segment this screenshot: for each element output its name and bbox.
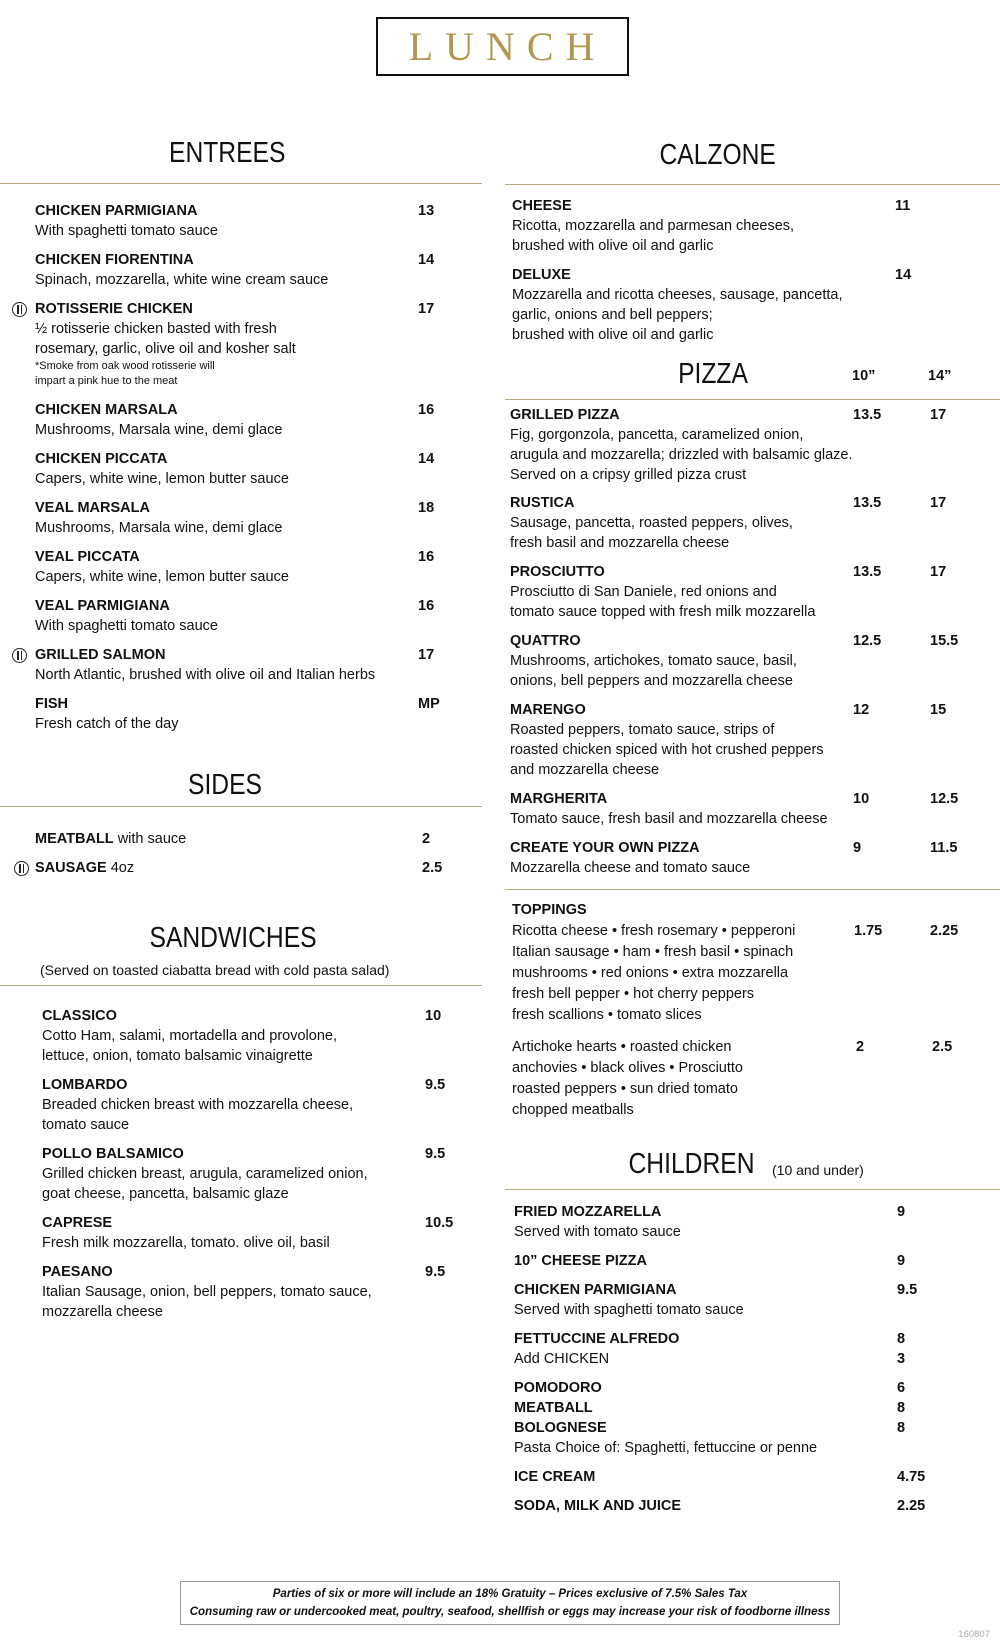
menu-title: LUNCH: [408, 24, 607, 69]
entree-desc: rosemary, garlic, olive oil and kosher salt: [35, 341, 296, 357]
sandwich-price: 9.5: [425, 1146, 446, 1162]
entree-price: 16: [418, 402, 435, 418]
children-subheading: (10 and under): [772, 1162, 864, 1178]
pizza-price-10: 12.5: [853, 633, 882, 649]
pizza-size-large: 14”: [928, 368, 952, 384]
sandwich-name: CLASSICO: [42, 1008, 117, 1024]
pizza-price-10: 9: [853, 840, 862, 856]
menu-code: 160807: [958, 1629, 990, 1640]
pizza-desc: Mushrooms, artichokes, tomato sauce, basil,: [510, 653, 797, 669]
entree-name: ROTISSERIE CHICKEN: [35, 301, 193, 317]
entree-price: 14: [418, 252, 435, 268]
children-heading: CHILDREN: [628, 1148, 755, 1180]
toppings-price-10: 2: [856, 1039, 865, 1055]
entree-name: VEAL PARMIGIANA: [35, 598, 170, 614]
sandwich-desc: Grilled chicken breast, arugula, caramelized onion,: [42, 1166, 368, 1182]
entree-price: 17: [418, 301, 435, 317]
sandwich-desc: goat cheese, pancetta, balsamic glaze: [42, 1186, 289, 1202]
pizza-desc: Served on a cripsy grilled pizza crust: [510, 467, 747, 483]
calzone-desc: brushed with olive oil and garlic: [512, 327, 714, 343]
children-name: 10” CHEESE PIZZA: [514, 1253, 647, 1269]
children-price: 8: [897, 1400, 906, 1416]
topping-line: Artichoke hearts • roasted chicken: [512, 1039, 732, 1055]
entree-name: CHICKEN MARSALA: [35, 402, 178, 418]
pizza-desc: roasted chicken spiced with hot crushed peppers: [510, 742, 824, 758]
topping-line: anchovies • black olives • Prosciutto: [512, 1060, 743, 1076]
entree-desc: With spaghetti tomato sauce: [35, 223, 218, 239]
sandwich-price: 10.5: [425, 1215, 454, 1231]
entree-name: GRILLED SALMON: [35, 647, 166, 663]
entree-desc: Mushrooms, Marsala wine, demi glace: [35, 520, 283, 536]
entree-desc: Spinach, mozzarella, white wine cream sauce: [35, 272, 329, 288]
pizza-desc: Tomato sauce, fresh basil and mozzarella cheese: [510, 811, 828, 827]
sandwich-price: 9.5: [425, 1264, 446, 1280]
pizza-price-10: 13.5: [853, 564, 882, 580]
entree-price: 17: [418, 647, 435, 663]
sandwich-desc: Breaded chicken breast with mozzarella cheese,: [42, 1097, 354, 1113]
entree-name: CHICKEN PARMIGIANA: [35, 203, 198, 219]
pizza-desc: and mozzarella cheese: [510, 762, 660, 778]
sides-heading: SIDES: [188, 769, 262, 801]
children-name: BOLOGNESE: [514, 1420, 607, 1436]
pizza-name: PROSCIUTTO: [510, 564, 605, 580]
children-rule: [505, 1189, 1000, 1190]
entree-price: 18: [418, 500, 435, 516]
entree-price: 16: [418, 598, 435, 614]
entree-desc: ½ rotisserie chicken basted with fresh: [35, 321, 277, 337]
footer-line: Parties of six or more will include an 18% Gratuity – Prices exclusive of 7.5% Sales Tax: [272, 1588, 748, 1600]
sides-rule: [0, 806, 482, 807]
entree-price: 16: [418, 549, 435, 565]
sandwich-price: 10: [425, 1008, 442, 1024]
sandwiches-rule: [0, 985, 482, 986]
children-desc: Served with tomato sauce: [514, 1224, 681, 1240]
topping-line: fresh scallions • tomato slices: [512, 1007, 702, 1023]
entree-desc: Capers, white wine, lemon butter sauce: [35, 471, 289, 487]
pizza-name: RUSTICA: [510, 495, 575, 511]
toppings-price-14: 2.5: [932, 1039, 953, 1055]
toppings-rule: [505, 889, 1000, 890]
side-extra: 4oz: [106, 860, 135, 876]
side-extra: with sauce: [113, 831, 187, 847]
pizza-desc: tomato sauce topped with fresh milk mozzarella: [510, 604, 816, 620]
pizza-name: CREATE YOUR OWN PIZZA: [510, 840, 700, 856]
pizza-price-10: 13.5: [853, 495, 882, 511]
children-sub: Add CHICKEN: [514, 1351, 610, 1367]
children-price: 6: [897, 1380, 906, 1396]
toppings-heading: TOPPINGS: [512, 902, 587, 918]
sandwiches-subheading: (Served on toasted ciabatta bread with cold pasta salad): [40, 962, 390, 978]
entree-price: 14: [418, 451, 435, 467]
children-name: SODA, MILK AND JUICE: [514, 1498, 682, 1514]
pizza-price-10: 12: [853, 702, 870, 718]
pizza-size-small: 10”: [852, 368, 876, 384]
pizza-desc: Sausage, pancetta, roasted peppers, olives,: [510, 515, 793, 531]
calzone-desc: brushed with olive oil and garlic: [512, 238, 714, 254]
calzone-price: 11: [895, 198, 911, 214]
entrees-heading: ENTREES: [169, 137, 286, 169]
pizza-name: MARGHERITA: [510, 791, 608, 807]
children-price: 4.75: [897, 1469, 926, 1485]
entree-desc: Mushrooms, Marsala wine, demi glace: [35, 422, 283, 438]
pizza-price-14: 17: [930, 495, 947, 511]
pizza-desc: Roasted peppers, tomato sauce, strips of: [510, 722, 775, 738]
pizza-name: QUATTRO: [510, 633, 581, 649]
topping-line: Ricotta cheese • fresh rosemary • pepperoni: [512, 923, 796, 939]
children-desc: Served with spaghetti tomato sauce: [514, 1302, 744, 1318]
children-name: MEATBALL: [514, 1400, 593, 1416]
sandwich-desc: Fresh milk mozzarella, tomato. olive oil, basil: [42, 1235, 330, 1251]
entree-name: CHICKEN FIORENTINA: [35, 252, 194, 268]
pizza-name: MARENGO: [510, 702, 586, 718]
toppings-price-10: 1.75: [854, 923, 883, 939]
sandwich-price: 9.5: [425, 1077, 446, 1093]
side-price: 2.5: [422, 860, 443, 876]
pizza-desc: Fig, gorgonzola, pancetta, caramelized onion,: [510, 427, 804, 443]
pizza-price-14: 15.5: [930, 633, 959, 649]
children-name: FETTUCCINE ALFREDO: [514, 1331, 680, 1347]
pizza-price-14: 12.5: [930, 791, 959, 807]
children-price: 9.5: [897, 1282, 918, 1298]
entree-price: 13: [418, 203, 435, 219]
pizza-desc: Prosciutto di San Daniele, red onions and: [510, 584, 777, 600]
topping-line: roasted peppers • sun dried tomato: [512, 1081, 738, 1097]
side-name: SAUSAGE: [35, 860, 107, 876]
entree-name: CHICKEN PICCATA: [35, 451, 168, 467]
healthy-choice-icon: [14, 861, 29, 876]
entree-desc: Fresh catch of the day: [35, 716, 179, 732]
sandwich-desc: mozzarella cheese: [42, 1304, 163, 1320]
pizza-desc: fresh basil and mozzarella cheese: [510, 535, 730, 551]
sandwich-name: CAPRESE: [42, 1215, 113, 1231]
children-sub: Pasta Choice of: Spaghetti, fettuccine or penne: [514, 1440, 818, 1456]
calzone-desc: garlic, onions and bell peppers;: [512, 307, 713, 323]
sandwich-desc: tomato sauce: [42, 1117, 130, 1133]
pizza-desc: arugula and mozzarella; drizzled with balsamic glaze.: [510, 447, 853, 463]
topping-line: fresh bell pepper • hot cherry peppers: [512, 986, 755, 1002]
children-name: ICE CREAM: [514, 1469, 596, 1485]
calzone-desc: Ricotta, mozzarella and parmesan cheeses,: [512, 218, 795, 234]
sandwich-name: PAESANO: [42, 1264, 113, 1280]
entree-name: VEAL PICCATA: [35, 549, 140, 565]
sandwich-name: LOMBARDO: [42, 1077, 128, 1093]
children-sub-price: 3: [897, 1351, 906, 1367]
entrees-rule: [0, 183, 482, 184]
children-name: POMODORO: [514, 1380, 602, 1396]
side-price: 2: [422, 831, 431, 847]
pizza-price-10: 10: [853, 791, 870, 807]
entree-name: FISH: [35, 696, 69, 712]
entree-note: impart a pink hue to the meat: [35, 375, 178, 387]
pizza-price-14: 11.5: [930, 840, 958, 856]
sandwich-desc: lettuce, onion, tomato balsamic vinaigrette: [42, 1048, 313, 1064]
pizza-heading: PIZZA: [678, 358, 748, 390]
pizza-price-14: 17: [930, 564, 947, 580]
children-price: 9: [897, 1253, 906, 1269]
calzone-heading: CALZONE: [659, 139, 776, 171]
topping-line: mushrooms • red onions • extra mozzarella: [512, 965, 789, 981]
entree-desc: With spaghetti tomato sauce: [35, 618, 218, 634]
healthy-choice-icon: [12, 648, 27, 663]
healthy-choice-icon: [12, 302, 27, 317]
children-price: 9: [897, 1204, 906, 1220]
sandwich-name: POLLO BALSAMICO: [42, 1146, 184, 1162]
toppings-price-14: 2.25: [930, 923, 959, 939]
pizza-price-14: 15: [930, 702, 947, 718]
children-name: FRIED MOZZARELLA: [514, 1204, 662, 1220]
calzone-desc: Mozzarella and ricotta cheeses, sausage, pancetta,: [512, 287, 843, 303]
topping-line: chopped meatballs: [512, 1102, 634, 1118]
calzone-name: DELUXE: [512, 267, 571, 283]
pizza-price-10: 13.5: [853, 407, 882, 423]
topping-line: Italian sausage • ham • fresh basil • spinach: [512, 944, 794, 960]
pizza-price-14: 17: [930, 407, 947, 423]
calzone-name: CHEESE: [512, 198, 572, 214]
pizza-name: GRILLED PIZZA: [510, 407, 620, 423]
children-price: 8: [897, 1331, 906, 1347]
side-name: MEATBALL: [35, 831, 114, 847]
calzone-rule: [505, 184, 1000, 185]
pizza-rule: [505, 399, 1000, 400]
footer-line: Consuming raw or undercooked meat, poultry, seafood, shellfish or eggs may increase your risk of foodborne illness: [189, 1606, 831, 1618]
sandwiches-heading: SANDWICHES: [149, 922, 317, 954]
footer-notice: [180, 1581, 840, 1625]
children-name: CHICKEN PARMIGIANA: [514, 1282, 677, 1298]
pizza-desc: onions, bell peppers and mozzarella cheese: [510, 673, 793, 689]
side-line: [35, 858, 134, 878]
children-price: 2.25: [897, 1498, 926, 1514]
entree-desc: North Atlantic, brushed with olive oil and Italian herbs: [35, 667, 376, 683]
entree-name: VEAL MARSALA: [35, 500, 150, 516]
entree-price: MP: [418, 696, 440, 712]
pizza-desc: Mozzarella cheese and tomato sauce: [510, 860, 751, 876]
entree-desc: Capers, white wine, lemon butter sauce: [35, 569, 289, 585]
entree-note: *Smoke from oak wood rotisserie will: [35, 360, 215, 372]
lunch-title-box: [376, 17, 629, 76]
children-price: 8: [897, 1420, 906, 1436]
calzone-price: 14: [895, 267, 912, 283]
side-line: [35, 829, 186, 849]
sandwich-desc: Cotto Ham, salami, mortadella and provolone,: [42, 1028, 337, 1044]
sandwich-desc: Italian Sausage, onion, bell peppers, tomato sauce,: [42, 1284, 372, 1300]
